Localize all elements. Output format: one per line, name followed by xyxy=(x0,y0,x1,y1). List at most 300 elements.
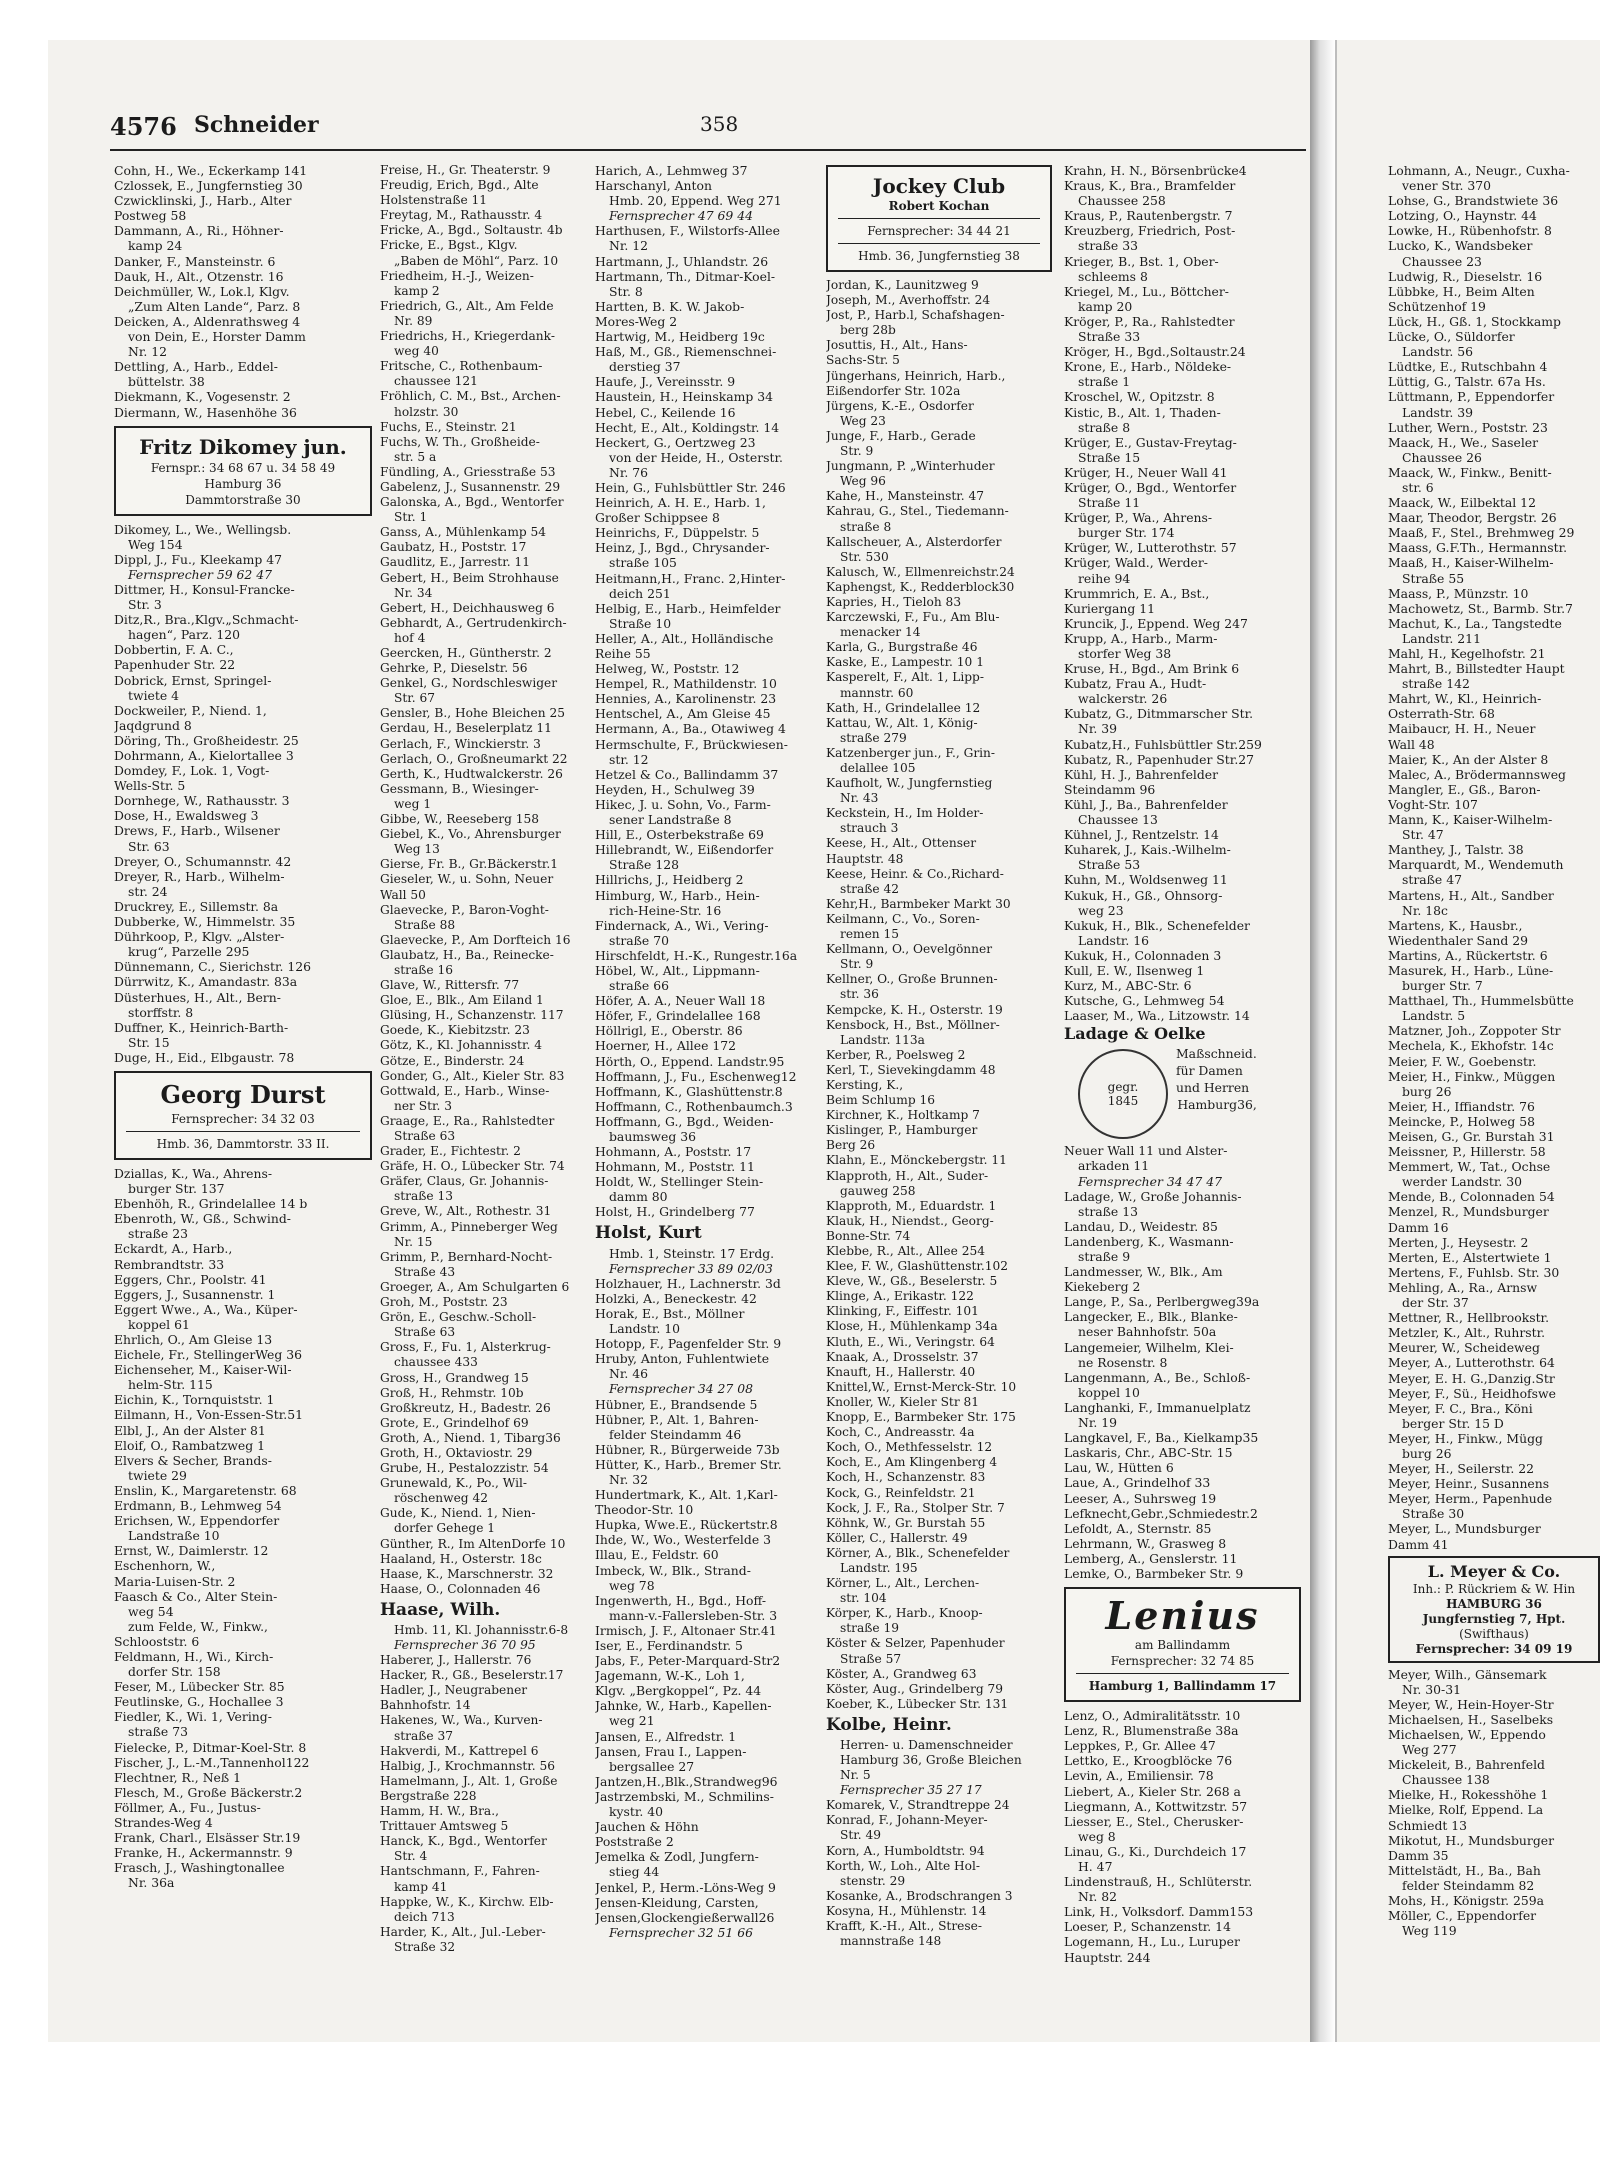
list-item: Dreyer, O., Schumannstr. 42 xyxy=(114,853,292,869)
list-item: Harich, A., Lehmweg 37 xyxy=(595,163,748,178)
list-item: Gessmann, B., Wiesinger- xyxy=(380,781,539,796)
list-item: Mohs, H., Königstr. 259a xyxy=(1388,1893,1545,1909)
list-item: Landstraße 10 xyxy=(128,1528,220,1544)
list-item: Eggers, Chr., Poolstr. 41 xyxy=(114,1271,267,1287)
list-item: Kruse, H., Bgd., Am Brink 6 xyxy=(1064,661,1240,677)
ad-durst-address: Hmb. 36, Dammtorstr. 33 II. xyxy=(156,1136,330,1151)
list-item: Kock, J. F., Ra., Stolper Str. 7 xyxy=(826,1500,1005,1515)
list-item: Mores-Weg 2 xyxy=(595,313,678,329)
ad-meyer-line4: (Swifthaus) xyxy=(1459,1626,1529,1641)
list-item: Meincke, P., Holweg 58 xyxy=(1388,1113,1536,1129)
list-item: Fuchs, E., Steinstr. 21 xyxy=(380,419,517,434)
list-item: Kattau, W., Alt. 1, König- xyxy=(826,715,978,730)
list-item: Chaussee 258 xyxy=(1078,193,1166,209)
heading-haase: Haase, Wilh. xyxy=(380,1599,501,1620)
list-item: Genkel, G., Nordschleswiger xyxy=(380,676,558,691)
list-item: Haufe, J., Vereinsstr. 9 xyxy=(595,374,736,390)
list-item: Klapproth, M., Eduardstr. 1 xyxy=(826,1198,997,1213)
list-item: hof 4 xyxy=(394,630,426,645)
list-item: Hmb. 11, Kl. Johannisstr.6-8 xyxy=(394,1622,569,1637)
ad-ladage-text-2: für Damen xyxy=(1176,1063,1243,1079)
column-3 xyxy=(595,163,823,1940)
list-item: Grube, H., Pestalozzistr. 54 xyxy=(380,1461,549,1476)
list-item: Hakverdi, M., Kattrepel 6 xyxy=(380,1743,539,1758)
list-item: Kahe, H., Mansteinstr. 47 xyxy=(826,489,985,504)
list-item: Jensen-Kleidung, Carsten, xyxy=(595,1894,759,1910)
list-item: Gabelenz, J., Susannenstr. 29 xyxy=(380,479,561,494)
list-item: Halbig, J., Krochmannstr. 56 xyxy=(380,1758,555,1773)
list-item: Heyden, H., Schulweg 39 xyxy=(595,781,755,797)
list-item: Leppkes, P., Gr. Allee 47 xyxy=(1064,1738,1216,1754)
list-item: Luther, Wern., Poststr. 23 xyxy=(1388,419,1548,435)
list-item: Fuchs, W. Th., Großheide- xyxy=(380,434,540,449)
list-item: Kosyna, H., Mühlenstr. 14 xyxy=(826,1903,987,1918)
list-item: Höllrigl, E., Oberstr. 86 xyxy=(595,1023,743,1039)
list-item: Domdey, F., Lok. 1, Vogt- xyxy=(114,763,270,779)
ad-lenius-name: Lenius xyxy=(1105,1593,1260,1639)
list-item: Knoller, W., Kieler Str 81 xyxy=(826,1394,980,1409)
list-item: Nr. 82 xyxy=(1078,1889,1118,1905)
list-item: Maack, W., Eilbektal 12 xyxy=(1388,495,1536,511)
list-item: Strandes-Weg 4 xyxy=(114,1815,213,1830)
list-item: Kistic, B., Alt. 1, Thaden- xyxy=(1064,404,1221,420)
list-item: Fernsprecher 32 51 66 xyxy=(609,1924,753,1940)
list-item: straße 8 xyxy=(1078,419,1131,435)
list-item: Voght-Str. 107 xyxy=(1388,796,1478,812)
list-item: straße 33 xyxy=(1078,238,1138,254)
list-item: Theodor-Str. 10 xyxy=(595,1502,694,1518)
list-item: Michaelsen, H., Saselbeks xyxy=(1388,1711,1554,1727)
list-item: Straße 30 xyxy=(1402,1506,1465,1522)
list-item: Kerber, R., Poelsweg 2 xyxy=(826,1047,966,1062)
list-item: Poststraße 2 xyxy=(595,1834,674,1850)
list-item: Landmesser, W., Blk., Am xyxy=(1064,1264,1223,1280)
list-item: Krahn, H. N., Börsenbrücke4 xyxy=(1064,163,1247,178)
list-item: Korth, W., Loh., Alte Hol- xyxy=(826,1858,981,1873)
ad-meyer-line3: Jungfernstieg 7, Hpt. xyxy=(1422,1611,1566,1626)
list-item: Martens, H., Alt., Sandber xyxy=(1388,887,1554,903)
list-item: Geercken, H., Güntherstr. 2 xyxy=(380,646,552,660)
list-item: straße 70 xyxy=(609,932,669,948)
founding-seal-icon xyxy=(1078,1049,1168,1139)
list-item: Kirchner, K., Holtkamp 7 xyxy=(826,1108,980,1123)
list-item: Logemann, H., Lu., Luruper xyxy=(1064,1934,1240,1950)
ad-jockey-rule xyxy=(838,218,1040,219)
list-item: Hantschmann, F., Fahren- xyxy=(380,1864,540,1879)
list-item: Straße 32 xyxy=(394,1939,456,1954)
list-item: Klee, F. W., Glashüttenstr.102 xyxy=(826,1259,1008,1274)
list-item: Flechtner, R., Neß 1 xyxy=(114,1769,241,1785)
list-item: Kahrau, G., Stel., Tiedemann- xyxy=(826,504,1009,519)
list-item: Straße 53 xyxy=(1078,857,1141,873)
list-item: Straße 43 xyxy=(394,1264,456,1279)
list-item: Str. 63 xyxy=(128,838,170,854)
list-item: Lohse, G., Brandstwiete 36 xyxy=(1388,193,1559,209)
list-item: Hein, G., Fuhlsbüttler Str. 246 xyxy=(595,479,786,495)
list-item: Dürrwitz, K., Amandastr. 83a xyxy=(114,974,298,990)
list-item: Hoffmann, K., Glashüttenstr.8 xyxy=(595,1083,783,1099)
list-item: Sachs-Str. 5 xyxy=(826,353,900,368)
list-item: Hillebrandt, W., Eißendorfer xyxy=(595,842,774,858)
list-item: Jantzen,H.,Blk.,Strandweg96 xyxy=(595,1773,778,1789)
list-item: Str. 1 xyxy=(394,510,428,525)
list-item: Holzki, A., Beneckestr. 42 xyxy=(595,1290,757,1306)
list-item: Hohmann, A., Poststr. 17 xyxy=(595,1144,752,1160)
list-item: Hoffmann, G., Bgd., Weiden- xyxy=(595,1113,774,1129)
list-item: Lowke, H., Rübenhofstr. 8 xyxy=(1388,223,1552,239)
list-item: Hoffmann, J., Fu., Eschenweg12 xyxy=(595,1068,797,1084)
list-item: Ebenroth, W., Gß., Schwind- xyxy=(114,1211,291,1227)
list-item: Maier, K., An der Alster 8 xyxy=(1388,751,1549,767)
list-item: Hanck, K., Bgd., Wentorfer xyxy=(380,1834,547,1849)
list-item: Lüdtke, E., Rutschbahn 4 xyxy=(1388,359,1548,375)
list-item: Druckrey, E., Sillemstr. 8a xyxy=(114,898,279,914)
list-item: weg 8 xyxy=(1078,1828,1116,1844)
list-item: Damm 16 xyxy=(1388,1219,1449,1235)
list-item: Knopp, E., Barmbeker Str. 175 xyxy=(826,1410,1016,1425)
list-item: Nr. 39 xyxy=(1078,721,1118,737)
list-item: Weg 277 xyxy=(1402,1742,1457,1758)
list-item: Kubatz, R., Papenhuder Str.27 xyxy=(1064,751,1255,767)
list-item: Erdmann, B., Lehmweg 54 xyxy=(114,1498,282,1514)
list-item: Czlossek, E., Jungfernstieg 30 xyxy=(114,178,303,194)
list-item: Kühl, H. J., Bahrenfelder xyxy=(1064,766,1219,782)
list-item: deich 251 xyxy=(609,585,671,601)
list-item: straße 13 xyxy=(1078,1203,1138,1219)
list-item: Himburg, W., Harb., Hein- xyxy=(595,887,760,903)
list-item: Diekmann, K., Vogesenstr. 2 xyxy=(114,389,291,405)
list-item: Jagemann, W.-K., Loh 1, xyxy=(595,1668,745,1684)
page-number: 4576 xyxy=(110,112,177,141)
list-item: Dippl, J., Fu., Kleekamp 47 xyxy=(114,551,282,567)
column-4-list-b xyxy=(826,1738,1060,1949)
list-item: Köster & Selzer, Papenhuder xyxy=(826,1636,1005,1651)
list-item: Kallscheuer, A., Alsterdorfer xyxy=(826,534,1002,549)
list-item: stenstr. 29 xyxy=(840,1873,906,1888)
list-item: Liesser, E., Stel., Cherusker- xyxy=(1064,1813,1244,1829)
list-item: Lettko, E., Kroogblöcke 76 xyxy=(1064,1753,1233,1769)
list-item: walckerstr. 26 xyxy=(1078,691,1168,707)
list-item: Koch, E., Am Klingenberg 4 xyxy=(826,1455,998,1470)
list-item: Kellmann, O., Oevelgönner xyxy=(826,942,993,957)
list-item: gauweg 258 xyxy=(840,1183,916,1198)
list-item: Deichmüller, W., Lok.l, Klgv. xyxy=(114,283,290,299)
list-item: röschenweg 42 xyxy=(394,1491,488,1506)
list-item: Duffner, K., Heinrich-Barth- xyxy=(114,1019,289,1035)
ad-lenius-rule xyxy=(1076,1673,1289,1674)
list-item: Kubatz, G., Ditmmarscher Str. xyxy=(1064,706,1254,722)
list-item: Mielke, Rolf, Eppend. La xyxy=(1388,1802,1544,1818)
list-item: Groh, M., Poststr. 23 xyxy=(380,1295,508,1310)
list-item: Helweg, W., Poststr. 12 xyxy=(595,661,740,677)
list-item: Kutsche, G., Lehmweg 54 xyxy=(1064,993,1225,1009)
list-item: str. 6 xyxy=(1402,479,1434,495)
list-item: Lücke, O., Süldorfer xyxy=(1388,329,1515,345)
list-item: Hundertmark, K., Alt. 1,Karl- xyxy=(595,1487,778,1503)
list-item: chaussee 433 xyxy=(394,1355,478,1370)
list-item: Landstr. 16 xyxy=(1078,932,1150,948)
list-item: Keese, Heinr. & Co.,Richard- xyxy=(826,866,1004,881)
list-item: Klebbe, R., Alt., Allee 254 xyxy=(826,1244,985,1258)
list-item: Hübner, P., Alt. 1, Bahren- xyxy=(595,1411,759,1427)
list-item: Hütter, K., Harb., Bremer Str. xyxy=(595,1456,782,1472)
list-item: straße 142 xyxy=(1402,676,1470,692)
list-item: Hotopp, F., Pagenfelder Str. 9 xyxy=(595,1336,782,1352)
list-item: Dreyer, R., Harb., Wilhelm- xyxy=(114,868,285,884)
list-item: vener Str. 370 xyxy=(1402,178,1492,194)
list-item: Nr. 18c xyxy=(1402,902,1448,918)
ad-meyer xyxy=(1388,1556,1600,1663)
list-item: str. 104 xyxy=(840,1591,887,1606)
list-item: Landstr. 10 xyxy=(609,1321,681,1337)
list-item: Maass, P., Münzstr. 10 xyxy=(1388,585,1529,601)
column-5 xyxy=(1064,163,1309,1965)
list-item: Gaubatz, H., Poststr. 17 xyxy=(380,540,527,555)
list-item: Klinge, A., Erikastr. 122 xyxy=(826,1289,974,1304)
list-item: Lüttmann, P., Eppendorfer xyxy=(1388,389,1555,405)
list-item: Konrad, F., Johann-Meyer- xyxy=(826,1813,988,1828)
list-item: Maar, Theodor, Bergstr. 26 xyxy=(1388,510,1557,526)
list-item: Katzenberger jun., F., Grin- xyxy=(826,745,996,760)
ad-ladage-text-3: und Herren xyxy=(1176,1080,1250,1096)
list-item: Meissner, P., Hillerstr. 58 xyxy=(1388,1144,1546,1160)
list-item: straße 279 xyxy=(840,730,907,745)
list-item: felder Steindamm 46 xyxy=(609,1426,742,1442)
list-item: straße 1 xyxy=(1078,374,1131,390)
list-item: Dünnemann, C., Sierichstr. 126 xyxy=(114,959,312,975)
list-item: Klauk, H., Niendst., Georg- xyxy=(826,1213,994,1228)
list-item: Heinrich, A. H. E., Harb. 1, xyxy=(595,495,766,511)
list-item: Feser, M., Lübecker Str. 85 xyxy=(114,1679,285,1695)
seal-text-2: 1845 xyxy=(1107,1094,1139,1109)
book-gutter xyxy=(1310,40,1335,2042)
list-item: Klose, H., Mühlenkamp 34a xyxy=(826,1319,998,1334)
list-item: Machut, K., La., Tangstedte xyxy=(1388,615,1562,631)
list-item: Nr. 12 xyxy=(609,238,649,254)
list-item: Flesch, M., Große Bäckerstr.2 xyxy=(114,1784,303,1800)
list-item: Dobbertin, F. A. C., xyxy=(114,642,234,658)
list-item: Komarek, V., Strandtreppe 24 xyxy=(826,1798,1010,1813)
list-item: Martins, A., Rückertstr. 6 xyxy=(1388,947,1548,963)
list-item: Ladage, W., Große Johannis- xyxy=(1064,1188,1242,1204)
list-item: helm-Str. 115 xyxy=(128,1377,213,1393)
list-item: Dohrmann, A., Kielortallee 3 xyxy=(114,748,294,763)
list-item: Masurek, H., Harb., Lüne- xyxy=(1388,962,1554,978)
list-item: Damm 41 xyxy=(1388,1536,1449,1552)
list-item: Loeser, P., Schanzenstr. 14 xyxy=(1064,1919,1231,1935)
list-item: Karczewski, F., Fu., Am Blu- xyxy=(826,610,1000,625)
list-item: Malec, A., Brödermannsweg xyxy=(1388,766,1566,782)
list-item: der Str. 37 xyxy=(1402,1295,1469,1311)
list-item: Krieger, B., Bst. 1, Ober- xyxy=(1064,253,1219,269)
list-item: Landstr. 39 xyxy=(1402,404,1474,420)
list-item: Kuhn, M., Woldsenweg 11 xyxy=(1064,872,1228,888)
list-item: Gerth, K., Hudtwalckerstr. 26 xyxy=(380,766,563,781)
list-item: hagen“, Parz. 120 xyxy=(128,627,240,643)
list-item: straße 13 xyxy=(394,1189,453,1204)
list-item: Kurz, M., ABC-Str. 6 xyxy=(1064,978,1192,994)
list-item: Lange, P., Sa., Perlbergweg39a xyxy=(1064,1294,1260,1310)
list-item: Nr. 36a xyxy=(128,1875,175,1891)
list-item: damm 80 xyxy=(609,1189,668,1205)
list-item: Hecht, E., Alt., Koldingstr. 14 xyxy=(595,419,780,435)
list-item: Lenz, O., Admiralitätsstr. 10 xyxy=(1064,1708,1241,1724)
list-item: Fündling, A., Griesstraße 53 xyxy=(380,464,556,479)
list-item: Holst, H., Grindelberg 77 xyxy=(595,1204,755,1220)
list-item: Fricke, A., Bgd., Soltaustr. 4b xyxy=(380,223,563,238)
list-item: Dockweiler, P., Niend. 1, xyxy=(114,702,267,718)
list-item: Reihe 55 xyxy=(595,646,651,661)
list-item: Nr. 15 xyxy=(394,1234,433,1249)
list-item: Günther, R., Im AltenDorfe 10 xyxy=(380,1536,566,1551)
list-item: Landstr. 195 xyxy=(840,1560,918,1575)
list-item: Berg 26 xyxy=(826,1138,876,1153)
list-item: Findernack, A., Wi., Vering- xyxy=(595,917,769,933)
list-item: Kerl, T., Sievekingdamm 48 xyxy=(826,1062,996,1077)
list-item: Straße 10 xyxy=(609,615,672,631)
column-1-list-c xyxy=(114,1166,380,1891)
column-4 xyxy=(826,163,1060,1949)
list-item: Gottwald, E., Harb., Winse- xyxy=(380,1083,550,1098)
list-item: Kalusch, W., Ellmenreichstr.24 xyxy=(826,564,1015,579)
list-item: Jenkel, P., Herm.-Löns-Weg 9 xyxy=(595,1879,776,1895)
column-1-list-b xyxy=(114,522,380,1065)
ad-dikomey-name: Fritz Dikomey jun. xyxy=(139,434,347,459)
list-item: Eißendorfer Str. 102a xyxy=(826,383,961,398)
list-item: Iser, E., Ferdinandstr. 5 xyxy=(595,1638,743,1653)
list-item: Fernsprecher 59 62 47 xyxy=(128,566,272,582)
list-item: Mahl, H., Kegelhofstr. 21 xyxy=(1388,646,1546,661)
list-item: Hoffmann, C., Rothenbaumch.3 xyxy=(595,1098,793,1114)
list-item: Heckert, G., Oertzweg 23 xyxy=(595,434,756,450)
list-item: Straße 55 xyxy=(1402,570,1465,586)
list-item: Metzler, K., Alt., Ruhrstr. xyxy=(1388,1325,1546,1341)
list-item: Weg 119 xyxy=(1402,1923,1457,1939)
list-item: Krummrich, E. A., Bst., xyxy=(1064,585,1210,601)
list-item: straße 73 xyxy=(128,1724,188,1740)
list-item: Weg 154 xyxy=(128,536,183,552)
ad-lenius xyxy=(1064,1587,1301,1702)
ad-lenius-address: Hamburg 1, Ballindamm 17 xyxy=(1088,1679,1277,1694)
list-item: Fritsche, C., Rothenbaum- xyxy=(380,359,543,374)
list-item: Landstr. 113a xyxy=(840,1032,925,1047)
list-item: Meyer, Herm., Papenhude xyxy=(1388,1491,1553,1507)
list-item: rich-Heine-Str. 16 xyxy=(609,902,722,918)
list-item: str. 12 xyxy=(609,751,649,767)
list-item: Düsterhues, H., Alt., Bern- xyxy=(114,989,281,1005)
center-number: 358 xyxy=(700,112,739,136)
list-item: Machowetz, St., Barmb. Str.7 xyxy=(1388,600,1573,616)
list-item: mannstr. 60 xyxy=(840,685,914,700)
list-item: Laaser, M., Wa., Litzowstr. 14 xyxy=(1064,1008,1250,1024)
list-item: Lemberg, A., Genslerstr. 11 xyxy=(1064,1550,1238,1566)
list-item: Klahn, E., Mönckebergstr. 11 xyxy=(826,1153,1007,1168)
list-item: Mann, K., Kaiser-Wilhelm- xyxy=(1388,812,1553,828)
list-item: Straße 63 xyxy=(394,1325,456,1340)
list-item: Lau, W., Hütten 6 xyxy=(1064,1460,1174,1476)
page-header xyxy=(110,112,1306,146)
list-item: Krupp, A., Harb., Marm- xyxy=(1064,630,1218,646)
list-item: Heinrichs, F., Düppelstr. 5 xyxy=(595,525,760,541)
list-item: kamp 2 xyxy=(394,283,440,298)
list-item: Mickeleit, B., Bahrenfeld xyxy=(1388,1757,1545,1773)
list-item: Lehrmann, W., Grasweg 8 xyxy=(1064,1535,1227,1551)
list-item: Gloe, E., Blk., Am Eiland 1 xyxy=(380,993,544,1008)
list-item: Papenhuder Str. 22 xyxy=(114,657,236,673)
list-item: Hmb. 20, Eppend. Weg 271 xyxy=(609,193,782,209)
list-item: Kosanke, A., Brodschrangen 3 xyxy=(826,1888,1013,1903)
list-item: Götze, E., Binderstr. 24 xyxy=(380,1053,525,1068)
column-6-list-a xyxy=(1388,163,1600,1552)
list-item: Kislinger, P., Hamburger xyxy=(826,1123,978,1138)
list-item: Körner, A., Blk., Schenefelder xyxy=(826,1545,1010,1560)
ad-lenius-phone: Fernsprecher: 32 74 85 xyxy=(1110,1654,1255,1669)
list-item: Meier, H., Finkw., Müggen xyxy=(1388,1068,1556,1084)
list-item: Meyer, E. H. G.,Danzig.Str xyxy=(1388,1370,1555,1386)
list-item: Horak, E., Bst., Möllner xyxy=(595,1305,745,1321)
list-item: delallee 105 xyxy=(840,761,916,775)
list-item: Gaudlitz, E., Jarrestr. 11 xyxy=(380,555,530,570)
list-item: storfer Weg 38 xyxy=(1078,646,1172,661)
list-item: straße 66 xyxy=(609,978,669,994)
list-item: Goede, K., Kiebitzstr. 23 xyxy=(380,1023,530,1038)
list-item: Hartmann, Th., Ditmar-Koel- xyxy=(595,268,776,284)
list-item: Kukuk, H., Colonnaden 3 xyxy=(1064,947,1222,963)
list-item: Erichsen, W., Eppendorfer xyxy=(114,1513,280,1529)
list-item: Haustein, H., Heinskamp 34 xyxy=(595,389,774,405)
list-item: Hauptstr. 48 xyxy=(826,851,904,866)
ad-lenius-line1: am Ballindamm xyxy=(1134,1638,1231,1653)
list-item: Jensen,Glockengießerwall26 xyxy=(595,1909,775,1925)
list-item: burg 26 xyxy=(1402,1083,1452,1099)
list-item: Memmert, W., Tat., Ochse xyxy=(1388,1159,1551,1175)
list-item: Hübner, R., Bürgerweide 73b xyxy=(595,1441,780,1457)
list-item: Lefoldt, A., Sternstr. 85 xyxy=(1064,1520,1212,1536)
list-item: Kröger, P., Ra., Rahlstedter xyxy=(1064,313,1235,329)
list-item: mannstraße 148 xyxy=(840,1934,942,1949)
list-item: Gerlach, F., Winckierstr. 3 xyxy=(380,736,541,751)
ad-ladage-name: Ladage & Oelke xyxy=(1064,1024,1206,1044)
ad-jockey-phone: Fernsprecher: 34 44 21 xyxy=(867,224,1011,238)
list-item: Hirschfeldt, H.-K., Rungestr.16a xyxy=(595,947,798,963)
list-item: Mertens, F., Fuhlsb. Str. 30 xyxy=(1388,1264,1560,1280)
list-item: Drews, F., Harb., Wilsener xyxy=(114,823,280,839)
list-item: Lucko, K., Wandsbeker xyxy=(1388,238,1533,254)
list-item: Str. 3 xyxy=(128,597,162,613)
ad-durst-name: Georg Durst xyxy=(160,1079,326,1109)
list-item: bergsallee 27 xyxy=(609,1758,695,1774)
list-item: Mettner, R., Hellbrookstr. xyxy=(1388,1310,1550,1326)
list-item: Hübner, E., Brandsende 5 xyxy=(595,1396,758,1412)
list-item: Krüger, O., Bgd., Wentorfer xyxy=(1064,479,1237,495)
list-item: von Dein, E., Horster Damm xyxy=(128,329,306,345)
ad-ladage-row xyxy=(1064,1045,1309,1143)
list-item: Ihde, W., Wo., Westerfelde 3 xyxy=(595,1532,771,1548)
list-item: Fricke, E., Bgst., Klgv. xyxy=(380,238,518,253)
list-item: zum Felde, W., Finkw., xyxy=(128,1618,268,1634)
list-item: Meyer, H., Finkw., Mügg xyxy=(1388,1430,1543,1446)
list-item: dorfer Gehege 1 xyxy=(394,1521,496,1536)
list-item: Mehling, A., Ra., Arnsw xyxy=(1388,1279,1538,1295)
list-item: Landenberg, K., Wasmann- xyxy=(1064,1233,1234,1249)
list-item: remen 15 xyxy=(840,927,900,942)
list-item: Meyer, Wilh., Gänsemark xyxy=(1388,1666,1547,1682)
list-item: Heinz, J., Bgd., Chrysander- xyxy=(595,540,770,556)
list-item: Beim Schlump 16 xyxy=(826,1093,936,1108)
list-item: straße 105 xyxy=(609,555,677,571)
list-item: Dziallas, K., Wa., Ahrens- xyxy=(114,1165,273,1181)
list-item: Mangler, E., Gß., Baron- xyxy=(1388,781,1541,797)
